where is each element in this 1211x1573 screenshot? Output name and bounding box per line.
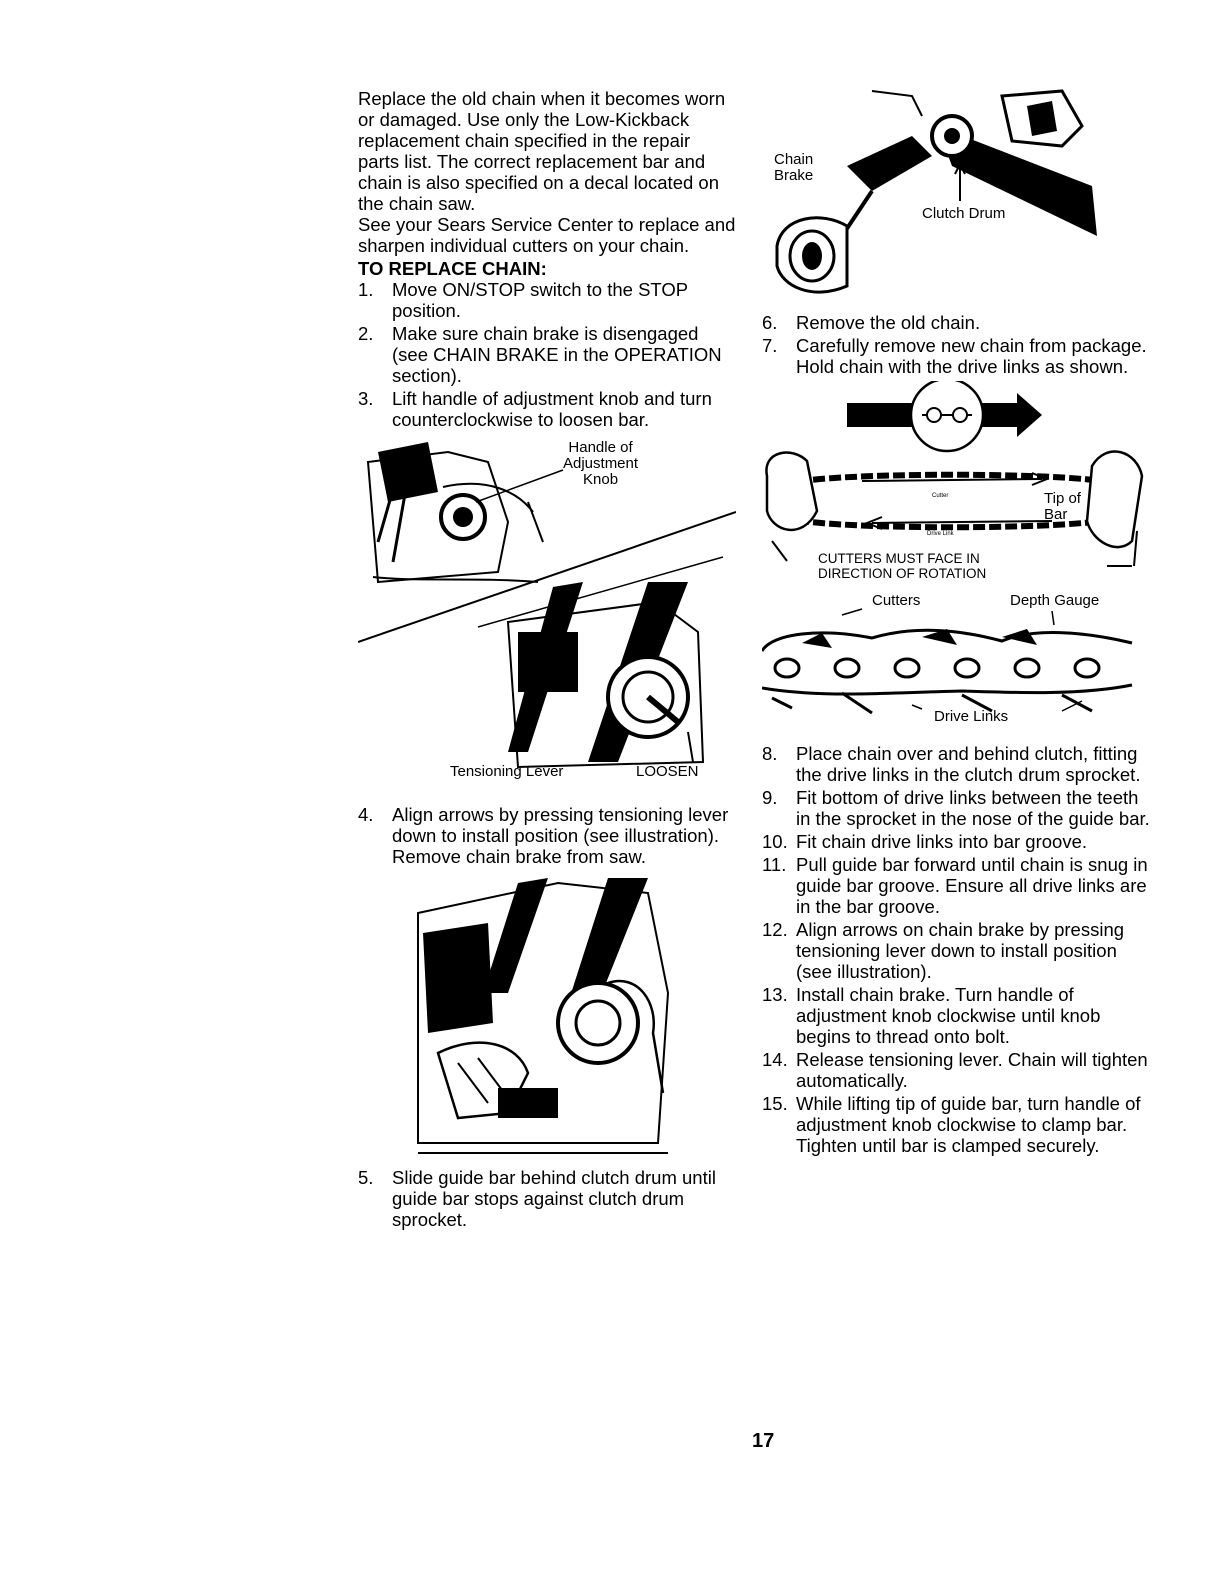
step-number: 2.: [358, 323, 374, 344]
step-text: Align arrows on chain brake by pressing tensioning lever down to install position (see illustration).: [796, 919, 1125, 982]
chain-brake-label: Chain Brake: [774, 151, 814, 184]
step-item: [358, 279, 736, 321]
step-text: Carefully remove new chain from package. Hold chain with the drive links as shown.: [796, 335, 1147, 377]
step-number: 4.: [358, 804, 374, 825]
step-text: Lift handle of adjustment knob and turn counterclockwise to loosen bar.: [392, 388, 712, 430]
intro-paragraph: Replace the old chain when it becomes worn or damaged. Use only the Low-Kickback replacement chain specified in the repair parts list. The correct replacement bar and chain is also specified on a decal located on the chain saw.: [358, 88, 726, 214]
step-text: Remove the old chain.: [796, 312, 981, 333]
section-heading: TO REPLACE CHAIN:: [358, 258, 547, 279]
step-item: [762, 312, 1152, 333]
cutters-direction-caption: CUTTERS MUST FACE IN DIRECTION OF ROTATION: [818, 551, 987, 581]
drive-links-label: Drive Links: [934, 708, 1009, 725]
step-item: [358, 388, 736, 430]
intro-paragraph: See your Sears Service Center to replace and sharpen individual cutters on your chain.: [358, 214, 736, 256]
step-number: 3.: [358, 388, 374, 409]
step-text: While lifting tip of guide bar, turn handle of adjustment knob clockwise to clamp bar. Tighten until bar is clamped securely.: [796, 1093, 1141, 1156]
step-text: Move ON/STOP switch to the STOP position.: [392, 279, 688, 321]
adjustment-knob-illustration: [358, 432, 736, 782]
step-item: [762, 335, 1152, 377]
step-text: Make sure chain brake is disengaged (see CHAIN BRAKE in the OPERATION section).: [392, 323, 722, 386]
clutch-drum-label: Clutch Drum: [922, 205, 1006, 222]
step-text: Pull guide bar forward until chain is snug in guide bar groove. Ensure all drive links are in the bar groove.: [796, 854, 1148, 917]
depth-gauge-label: Depth Gauge: [1010, 592, 1100, 609]
step-item: [762, 854, 1152, 917]
step-number: 8.: [762, 743, 778, 764]
step-item: [762, 787, 1152, 829]
step-number: 13.: [762, 984, 788, 1005]
step-item: [358, 804, 736, 867]
adjustment-knob-figure: [358, 432, 736, 782]
step-number: 15.: [762, 1093, 788, 1114]
loosen-label: LOOSEN: [636, 763, 699, 780]
step-item: [762, 1093, 1152, 1156]
handle-of-adjustment-knob-label: Handle of Adjustment Knob: [563, 439, 639, 488]
left-column: [358, 88, 736, 1232]
hold-chain-figure: [762, 381, 1152, 591]
step-item: [762, 831, 1152, 852]
page-number: 17: [752, 1430, 775, 1452]
step-number: 9.: [762, 787, 778, 808]
step-item: [762, 919, 1152, 982]
step-number: 14.: [762, 1049, 788, 1070]
tensioning-lever-illustration: [398, 873, 698, 1163]
step-text: Slide guide bar behind clutch drum until guide bar stops against clutch drum sprocket.: [392, 1167, 716, 1230]
step-text: Fit chain drive links into bar groove.: [796, 831, 1087, 852]
step-number: 12.: [762, 919, 788, 940]
step-item: [762, 984, 1152, 1047]
chain-links-figure: [762, 593, 1152, 743]
chain-brake-figure: [762, 86, 1102, 301]
step-item: [358, 1167, 736, 1230]
step-item: [358, 323, 736, 386]
step-text: Align arrows by pressing tensioning lever down to install position (see illustration). Remove chain brake from saw.: [392, 804, 729, 867]
step-number: 5.: [358, 1167, 374, 1188]
step-text: Fit bottom of drive links between the teeth in the sprocket in the nose of the guide bar.: [796, 787, 1150, 829]
cutters-label: Cutters: [872, 592, 921, 609]
step-number: 10.: [762, 831, 788, 852]
step-number: 11.: [762, 854, 787, 875]
step-number: 1.: [358, 279, 374, 300]
tip-of-bar-label: Tip of Bar: [1044, 490, 1081, 523]
step-number: 6.: [762, 312, 778, 333]
step-text: Place chain over and behind clutch, fitting the drive links in the clutch drum sprocket.: [796, 743, 1141, 785]
right-column: [762, 312, 1152, 1158]
tensioning-lever-figure: [398, 873, 698, 1163]
step-item: [762, 743, 1152, 785]
chain-brake-illustration: [762, 86, 1102, 301]
tensioning-lever-label: Tensioning Lever: [450, 763, 564, 780]
step-number: 7.: [762, 335, 778, 356]
step-item: [762, 1049, 1152, 1091]
drive-link-label: Drive Link: [927, 531, 954, 537]
cutter-label: Cutter: [932, 493, 949, 499]
step-text: Release tensioning lever. Chain will tighten automatically.: [796, 1049, 1148, 1091]
step-text: Install chain brake. Turn handle of adjustment knob clockwise until knob begins to thread onto bolt.: [796, 984, 1101, 1047]
